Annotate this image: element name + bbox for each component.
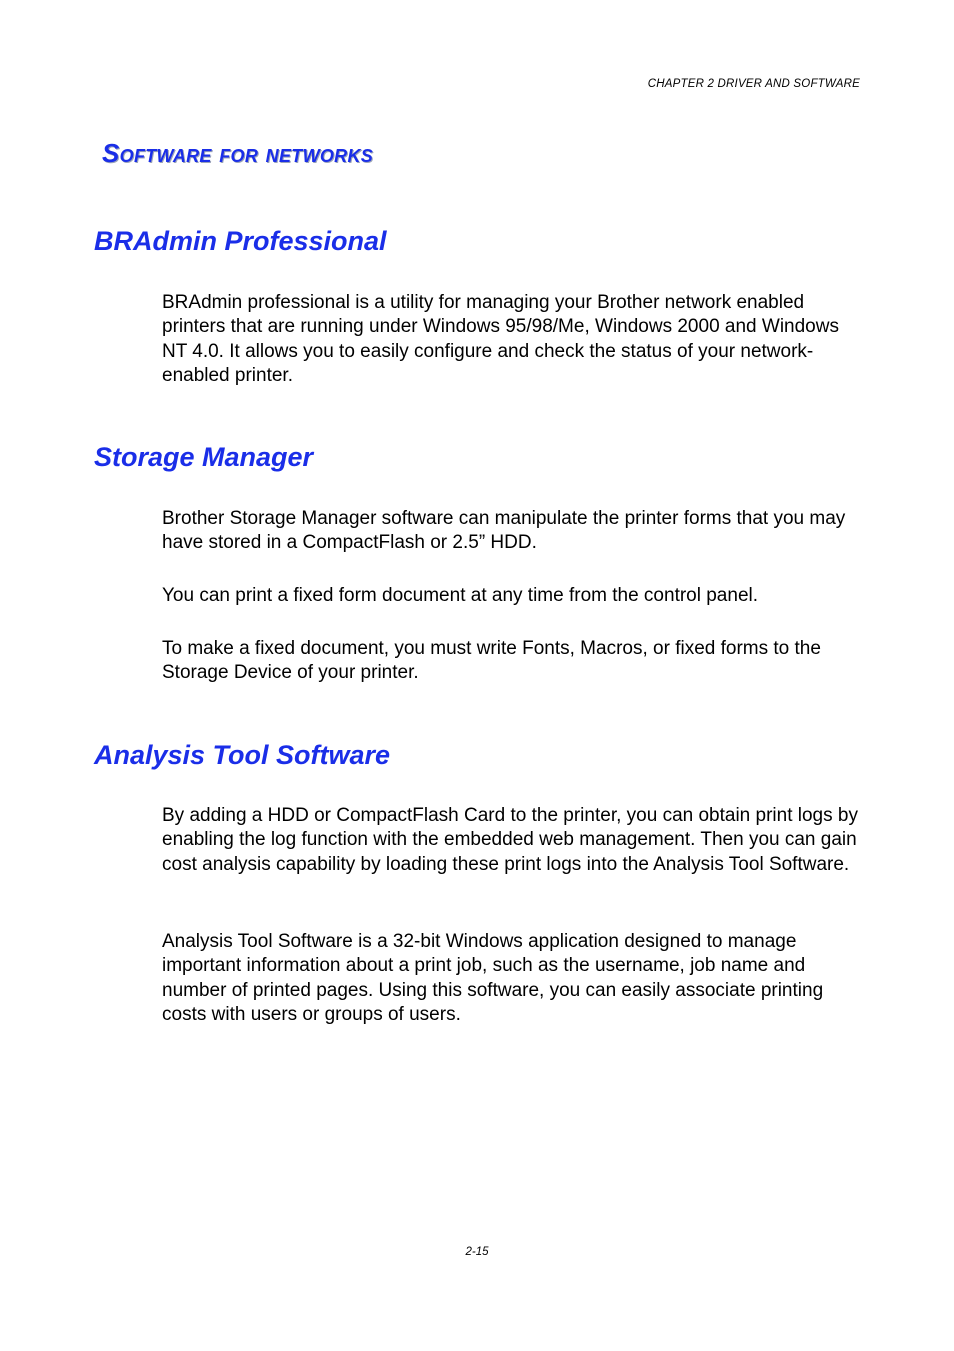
heading-analysis-tool-software: Analysis Tool Software xyxy=(94,740,391,770)
paragraph-storage-manager-forms: Brother Storage Manager software can manipulate the printer forms that you may have stored in a CompactFlash or 2.5” HDD. xyxy=(162,508,846,554)
page-number: 2-15 xyxy=(465,1246,489,1258)
running-header: CHAPTER 2 DRIVER AND SOFTWARE xyxy=(647,78,860,90)
section-title: Software for networks xyxy=(102,138,374,168)
paragraph-analysis-tool-description: Analysis Tool Software is a 32-bit Windows application designed to manage important information about a print job, such as the username, job name and number of printed pages. Using this software, you can easily associate printing costs with users or groups of users. xyxy=(162,931,824,1025)
heading-bradmin-professional: BRAdmin Professional xyxy=(94,226,387,256)
heading-storage-manager: Storage Manager xyxy=(94,442,314,472)
paragraph-bradmin-description: BRAdmin professional is a utility for managing your Brother network enabled printers that are running under Windows 95/98/Me, Windows 2000 and Windows NT 4.0. It allows you to easily configure and check the status of your network-enabled printer. xyxy=(162,292,839,386)
paragraph-storage-manager-print: You can print a fixed form document at any time from the control panel. xyxy=(162,585,759,606)
paragraph-analysis-tool-logs: By adding a HDD or CompactFlash Card to the printer, you can obtain print logs by enabling the log function with the embedded web management. Then you can gain cost analysis capability by loading these print logs into the Analysis Tool Software. xyxy=(162,805,858,875)
paragraph-storage-manager-fixed-document: To make a fixed document, you must write Fonts, Macros, or fixed forms to the Storage Device of your printer. xyxy=(162,638,821,684)
